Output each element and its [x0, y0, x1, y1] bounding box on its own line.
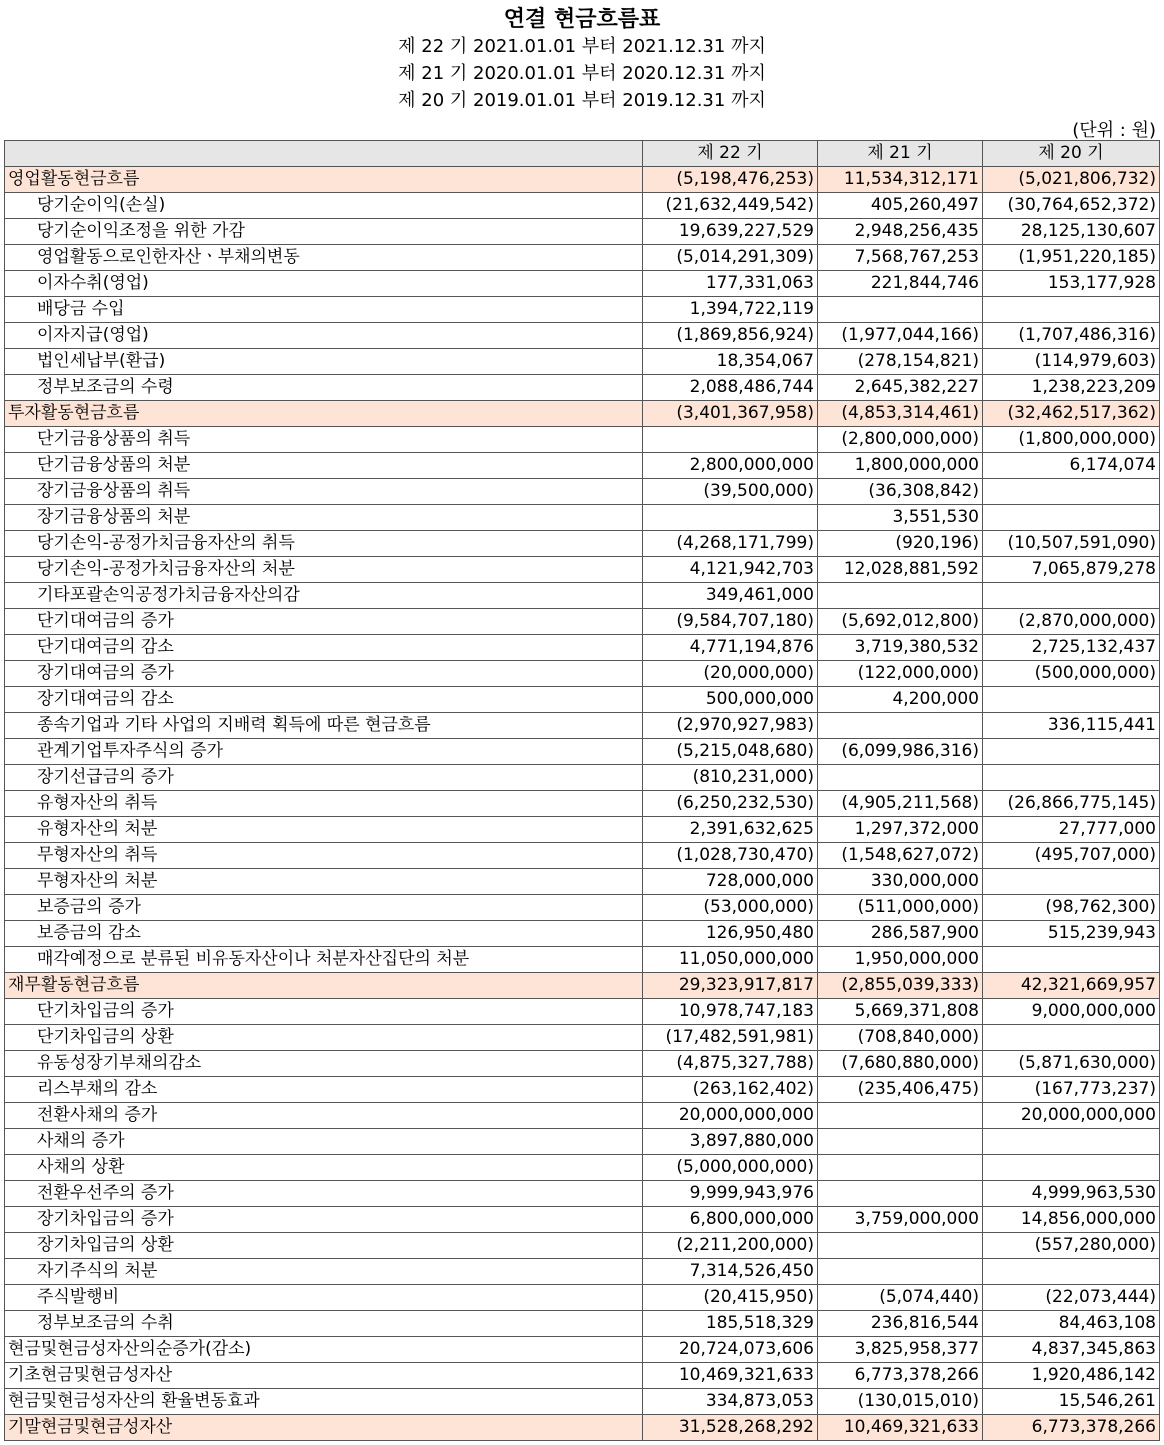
amount-cell [983, 947, 1160, 973]
table-row [5, 1025, 1160, 1051]
amount-cell: (2,211,200,000) [643, 1233, 818, 1259]
amount-cell: (263,162,402) [643, 1077, 818, 1103]
table-row [5, 557, 1160, 583]
table-row [5, 531, 1160, 557]
table-row [5, 193, 1160, 219]
amount-cell: (98,762,300) [983, 895, 1160, 921]
row-label: 정부보조금의 수령 [5, 375, 643, 401]
table-row [5, 349, 1160, 375]
amount-cell: 4,771,194,876 [643, 635, 818, 661]
amount-cell: 3,551,530 [818, 505, 983, 531]
amount-cell: (17,482,591,981) [643, 1025, 818, 1051]
table-row [5, 869, 1160, 895]
amount-cell: 84,463,108 [983, 1311, 1160, 1337]
table-row [5, 323, 1160, 349]
table-row [5, 1103, 1160, 1129]
section-row [5, 401, 1160, 427]
table-row [5, 1285, 1160, 1311]
amount-cell: 728,000,000 [643, 869, 818, 895]
table-row [5, 661, 1160, 687]
amount-cell: 1,394,722,119 [643, 297, 818, 323]
amount-cell: 29,323,917,817 [643, 973, 818, 999]
period-line-21: 제 21 기 2020.01.01 부터 2020.12.31 까지 [398, 63, 766, 84]
table-row [5, 1233, 1160, 1259]
amount-cell: 2,725,132,437 [983, 635, 1160, 661]
amount-cell: 10,469,321,633 [643, 1363, 818, 1389]
amount-cell: 4,837,345,863 [983, 1337, 1160, 1363]
amount-cell: (6,250,232,530) [643, 791, 818, 817]
statement-title: 연결 현금흐름표 [503, 7, 661, 32]
row-label: 무형자산의 처분 [5, 869, 643, 895]
header-row [5, 141, 1160, 167]
amount-cell: 334,873,053 [643, 1389, 818, 1415]
amount-cell: (1,800,000,000) [983, 427, 1160, 453]
row-label: 재무활동현금흐름 [5, 973, 643, 999]
table-row [5, 453, 1160, 479]
amount-cell: (511,000,000) [818, 895, 983, 921]
row-label: 이자지급(영업) [5, 323, 643, 349]
row-label: 장기금융상품의 취득 [5, 479, 643, 505]
amount-cell: (5,692,012,800) [818, 609, 983, 635]
row-label: 당기손익-공정가치금융자산의 처분 [5, 557, 643, 583]
header-period-22: 제 22 기 [643, 141, 818, 167]
amount-cell: 12,028,881,592 [818, 557, 983, 583]
amount-cell: (32,462,517,362) [983, 401, 1160, 427]
table-row [5, 1155, 1160, 1181]
table-row [5, 479, 1160, 505]
table-row [5, 1129, 1160, 1155]
table-row [5, 219, 1160, 245]
amount-cell [983, 505, 1160, 531]
row-label: 유형자산의 취득 [5, 791, 643, 817]
table-row [5, 375, 1160, 401]
amount-cell: 126,950,480 [643, 921, 818, 947]
amount-cell: 4,121,942,703 [643, 557, 818, 583]
amount-cell [818, 1129, 983, 1155]
table-row [5, 713, 1160, 739]
amount-cell: 20,000,000,000 [643, 1103, 818, 1129]
amount-cell: 18,354,067 [643, 349, 818, 375]
amount-cell: 177,331,063 [643, 271, 818, 297]
header-period-20: 제 20 기 [983, 141, 1160, 167]
amount-cell: 9,999,943,976 [643, 1181, 818, 1207]
amount-cell: 515,239,943 [983, 921, 1160, 947]
amount-cell: 10,469,321,633 [818, 1415, 983, 1441]
table-row [5, 297, 1160, 323]
cash-flow-table [4, 140, 1160, 1441]
amount-cell: (4,905,211,568) [818, 791, 983, 817]
amount-cell: (3,401,367,958) [643, 401, 818, 427]
table-row [5, 271, 1160, 297]
row-label: 장기대여금의 증가 [5, 661, 643, 687]
row-label: 종속기업과 기타 사업의 지배력 획득에 따른 현금흐름 [5, 713, 643, 739]
amount-cell [983, 1259, 1160, 1285]
row-label: 단기금융상품의 처분 [5, 453, 643, 479]
header-period-21: 제 21 기 [818, 141, 983, 167]
table-row [5, 1389, 1160, 1415]
amount-cell: (130,015,010) [818, 1389, 983, 1415]
amount-cell: (30,764,652,372) [983, 193, 1160, 219]
table-row [5, 609, 1160, 635]
amount-cell: 221,844,746 [818, 271, 983, 297]
amount-cell: (5,074,440) [818, 1285, 983, 1311]
row-label: 리스부채의 감소 [5, 1077, 643, 1103]
amount-cell: 6,800,000,000 [643, 1207, 818, 1233]
amount-cell [818, 1259, 983, 1285]
amount-cell: (1,548,627,072) [818, 843, 983, 869]
amount-cell [818, 1181, 983, 1207]
period-line-20: 제 20 기 2019.01.01 부터 2019.12.31 까지 [398, 90, 766, 111]
amount-cell: (114,979,603) [983, 349, 1160, 375]
amount-cell: 2,391,632,625 [643, 817, 818, 843]
row-label: 사채의 증가 [5, 1129, 643, 1155]
table-row [5, 1259, 1160, 1285]
row-label: 현금및현금성자산의순증가(감소) [5, 1337, 643, 1363]
row-label: 단기금융상품의 취득 [5, 427, 643, 453]
row-label: 당기순이익조정을 위한 가감 [5, 219, 643, 245]
amount-cell: (4,875,327,788) [643, 1051, 818, 1077]
row-label: 법인세납부(환급) [5, 349, 643, 375]
header-label [5, 141, 643, 167]
amount-cell: (810,231,000) [643, 765, 818, 791]
amount-cell: 3,825,958,377 [818, 1337, 983, 1363]
table-row [5, 505, 1160, 531]
amount-cell: 1,920,486,142 [983, 1363, 1160, 1389]
row-label: 유형자산의 처분 [5, 817, 643, 843]
amount-cell [983, 687, 1160, 713]
table-row [5, 1051, 1160, 1077]
row-label: 단기차입금의 증가 [5, 999, 643, 1025]
amount-cell [983, 869, 1160, 895]
unit-label: (단위 : 원) [1072, 120, 1156, 141]
amount-cell: (5,198,476,253) [643, 167, 818, 193]
amount-cell: (167,773,237) [983, 1077, 1160, 1103]
row-label: 관계기업투자주식의 증가 [5, 739, 643, 765]
amount-cell: 28,125,130,607 [983, 219, 1160, 245]
amount-cell [818, 297, 983, 323]
amount-cell: 7,568,767,253 [818, 245, 983, 271]
amount-cell: (1,951,220,185) [983, 245, 1160, 271]
table-row [5, 1337, 1160, 1363]
row-label: 사채의 상환 [5, 1155, 643, 1181]
amount-cell: 27,777,000 [983, 817, 1160, 843]
amount-cell: (1,707,486,316) [983, 323, 1160, 349]
amount-cell: (2,800,000,000) [818, 427, 983, 453]
amount-cell: 11,534,312,171 [818, 167, 983, 193]
table-row [5, 895, 1160, 921]
section-row [5, 1415, 1160, 1441]
amount-cell [818, 1103, 983, 1129]
amount-cell: (20,000,000) [643, 661, 818, 687]
amount-cell: 286,587,900 [818, 921, 983, 947]
row-label: 장기차입금의 증가 [5, 1207, 643, 1233]
amount-cell: 153,177,928 [983, 271, 1160, 297]
amount-cell: 1,238,223,209 [983, 375, 1160, 401]
amount-cell: (235,406,475) [818, 1077, 983, 1103]
amount-cell: 2,645,382,227 [818, 375, 983, 401]
amount-cell: (4,268,171,799) [643, 531, 818, 557]
amount-cell: (495,707,000) [983, 843, 1160, 869]
amount-cell: (920,196) [818, 531, 983, 557]
row-label: 단기대여금의 감소 [5, 635, 643, 661]
table-row [5, 1077, 1160, 1103]
row-label: 단기대여금의 증가 [5, 609, 643, 635]
amount-cell: (7,680,880,000) [818, 1051, 983, 1077]
row-label: 자기주식의 처분 [5, 1259, 643, 1285]
amount-cell: (5,000,000,000) [643, 1155, 818, 1181]
table-row [5, 1311, 1160, 1337]
amount-cell: 20,000,000,000 [983, 1103, 1160, 1129]
amount-cell [983, 1129, 1160, 1155]
amount-cell: (2,970,927,983) [643, 713, 818, 739]
amount-cell: 349,461,000 [643, 583, 818, 609]
table-row [5, 921, 1160, 947]
amount-cell: 15,546,261 [983, 1389, 1160, 1415]
section-row [5, 167, 1160, 193]
amount-cell: (5,014,291,309) [643, 245, 818, 271]
row-label: 매각예정으로 분류된 비유동자산이나 처분자산집단의 처분 [5, 947, 643, 973]
amount-cell: 1,800,000,000 [818, 453, 983, 479]
amount-cell: 2,088,486,744 [643, 375, 818, 401]
amount-cell [983, 765, 1160, 791]
amount-cell: 9,000,000,000 [983, 999, 1160, 1025]
amount-cell: 7,314,526,450 [643, 1259, 818, 1285]
amount-cell [643, 427, 818, 453]
row-label: 전환사채의 증가 [5, 1103, 643, 1129]
row-label: 영업활동으로인한자산ㆍ부채의변동 [5, 245, 643, 271]
row-label: 주식발행비 [5, 1285, 643, 1311]
row-label: 현금및현금성자산의 환율변동효과 [5, 1389, 643, 1415]
amount-cell [983, 739, 1160, 765]
row-label: 장기선급금의 증가 [5, 765, 643, 791]
amount-cell: (26,866,775,145) [983, 791, 1160, 817]
amount-cell: (4,853,314,461) [818, 401, 983, 427]
amount-cell: (2,870,000,000) [983, 609, 1160, 635]
table-row [5, 245, 1160, 271]
amount-cell: (278,154,821) [818, 349, 983, 375]
amount-cell [983, 297, 1160, 323]
row-label: 장기차입금의 상환 [5, 1233, 643, 1259]
amount-cell: (500,000,000) [983, 661, 1160, 687]
amount-cell: 5,669,371,808 [818, 999, 983, 1025]
row-label: 장기금융상품의 처분 [5, 505, 643, 531]
table-row [5, 843, 1160, 869]
amount-cell: 336,115,441 [983, 713, 1160, 739]
table-row [5, 791, 1160, 817]
amount-cell [643, 505, 818, 531]
row-label: 유동성장기부채의감소 [5, 1051, 643, 1077]
amount-cell: 185,518,329 [643, 1311, 818, 1337]
table-row [5, 1207, 1160, 1233]
amount-cell: 4,999,963,530 [983, 1181, 1160, 1207]
row-label: 무형자산의 취득 [5, 843, 643, 869]
amount-cell: (2,855,039,333) [818, 973, 983, 999]
amount-cell: (39,500,000) [643, 479, 818, 505]
row-label: 이자수취(영업) [5, 271, 643, 297]
amount-cell: (5,215,048,680) [643, 739, 818, 765]
amount-cell: 14,856,000,000 [983, 1207, 1160, 1233]
row-label: 기타포괄손익공정가치금융자산의감 [5, 583, 643, 609]
amount-cell: (1,977,044,166) [818, 323, 983, 349]
amount-cell: 236,816,544 [818, 1311, 983, 1337]
amount-cell: (36,308,842) [818, 479, 983, 505]
period-line-22: 제 22 기 2021.01.01 부터 2021.12.31 까지 [398, 36, 766, 57]
amount-cell: 42,321,669,957 [983, 973, 1160, 999]
amount-cell: (9,584,707,180) [643, 609, 818, 635]
amount-cell: 500,000,000 [643, 687, 818, 713]
row-label: 장기대여금의 감소 [5, 687, 643, 713]
row-label: 배당금 수입 [5, 297, 643, 323]
row-label: 단기차입금의 상환 [5, 1025, 643, 1051]
amount-cell: (5,021,806,732) [983, 167, 1160, 193]
amount-cell: (6,099,986,316) [818, 739, 983, 765]
amount-cell: (5,871,630,000) [983, 1051, 1160, 1077]
amount-cell: 1,950,000,000 [818, 947, 983, 973]
row-label: 당기순이익(손실) [5, 193, 643, 219]
amount-cell [818, 1155, 983, 1181]
amount-cell: (10,507,591,090) [983, 531, 1160, 557]
amount-cell: 31,528,268,292 [643, 1415, 818, 1441]
amount-cell: 4,200,000 [818, 687, 983, 713]
amount-cell: 20,724,073,606 [643, 1337, 818, 1363]
amount-cell: (122,000,000) [818, 661, 983, 687]
amount-cell: (1,028,730,470) [643, 843, 818, 869]
amount-cell: (1,869,856,924) [643, 323, 818, 349]
amount-cell [983, 479, 1160, 505]
amount-cell: 330,000,000 [818, 869, 983, 895]
amount-cell: 11,050,000,000 [643, 947, 818, 973]
table-row [5, 635, 1160, 661]
table-row [5, 947, 1160, 973]
amount-cell: (21,632,449,542) [643, 193, 818, 219]
amount-cell: 6,174,074 [983, 453, 1160, 479]
amount-cell [818, 713, 983, 739]
table-row [5, 765, 1160, 791]
amount-cell: 3,759,000,000 [818, 1207, 983, 1233]
amount-cell [983, 1155, 1160, 1181]
section-row [5, 973, 1160, 999]
amount-cell [818, 583, 983, 609]
row-label: 보증금의 감소 [5, 921, 643, 947]
amount-cell: (557,280,000) [983, 1233, 1160, 1259]
row-label: 당기손익-공정가치금융자산의 취득 [5, 531, 643, 557]
amount-cell [818, 1233, 983, 1259]
row-label: 기말현금및현금성자산 [5, 1415, 643, 1441]
amount-cell: 6,773,378,266 [983, 1415, 1160, 1441]
amount-cell: 19,639,227,529 [643, 219, 818, 245]
amount-cell: (53,000,000) [643, 895, 818, 921]
row-label: 전환우선주의 증가 [5, 1181, 643, 1207]
table-row [5, 1181, 1160, 1207]
table-row [5, 687, 1160, 713]
row-label: 투자활동현금흐름 [5, 401, 643, 427]
table-row [5, 999, 1160, 1025]
table-row [5, 583, 1160, 609]
row-label: 영업활동현금흐름 [5, 167, 643, 193]
row-label: 기초현금및현금성자산 [5, 1363, 643, 1389]
amount-cell: (20,415,950) [643, 1285, 818, 1311]
amount-cell: 2,948,256,435 [818, 219, 983, 245]
amount-cell [983, 1025, 1160, 1051]
row-label: 보증금의 증가 [5, 895, 643, 921]
table-row [5, 427, 1160, 453]
amount-cell: (22,073,444) [983, 1285, 1160, 1311]
table-row [5, 1363, 1160, 1389]
amount-cell: 405,260,497 [818, 193, 983, 219]
amount-cell [983, 583, 1160, 609]
amount-cell: 3,897,880,000 [643, 1129, 818, 1155]
table-row [5, 739, 1160, 765]
row-label: 정부보조금의 수취 [5, 1311, 643, 1337]
amount-cell: 1,297,372,000 [818, 817, 983, 843]
amount-cell: 2,800,000,000 [643, 453, 818, 479]
amount-cell: 3,719,380,532 [818, 635, 983, 661]
table-row [5, 817, 1160, 843]
amount-cell [818, 765, 983, 791]
amount-cell: 7,065,879,278 [983, 557, 1160, 583]
amount-cell: 6,773,378,266 [818, 1363, 983, 1389]
amount-cell: 10,978,747,183 [643, 999, 818, 1025]
amount-cell: (708,840,000) [818, 1025, 983, 1051]
